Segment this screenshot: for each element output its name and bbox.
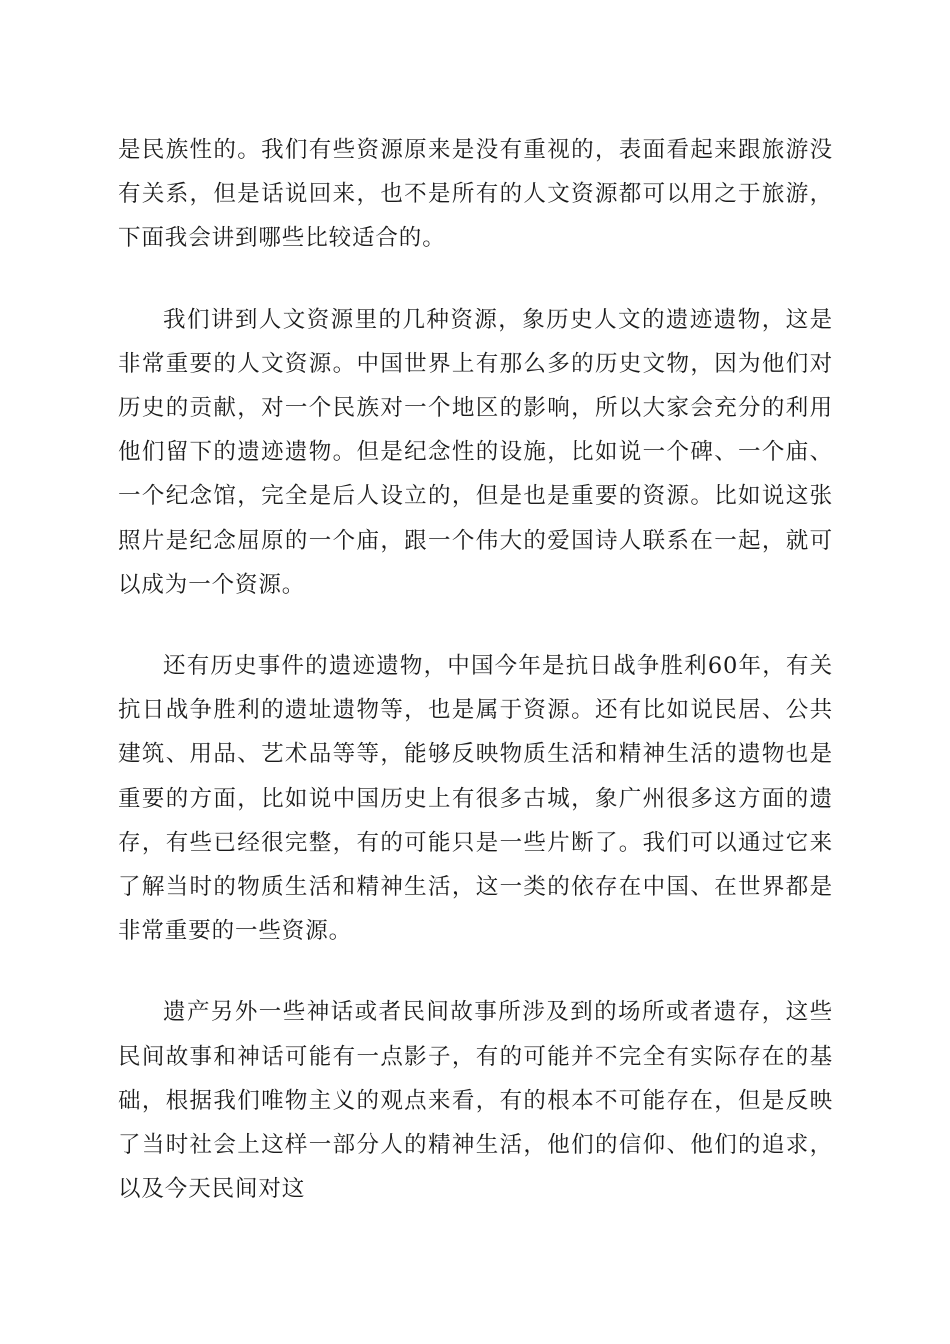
paragraph-3: 还有历史事件的遗迹遗物，中国今年是抗日战争胜利60年，有关抗日战争胜利的遗址遗物等，也是属于资源。还有比如说民居、公共建筑、用品、艺术品等等，能够反映物质生活和精神生活的遗物也是重要的方面，比如说中国历史上有很多古城，象广州很多这方面的遗存，有些已经很完整，有的可能只是一些片断了。我们可以通过它来了解当时的物质生活和精神生活，这一类的依存在中国、在世界都是非常重要的一些资源。 [118,653,833,945]
document-body [118,128,833,1248]
paragraph-1: 是民族性的。我们有些资源原来是没有重视的，表面看起来跟旅游没有关系，但是话说回来，也不是所有的人文资源都可以用之于旅游，下面我会讲到哪些比较适合的。 [118,137,833,252]
paragraph-2: 我们讲到人文资源里的几种资源，象历史人文的遗迹遗物，这是非常重要的人文资源。中国世界上有那么多的历史文物，因为他们对历史的贡献，对一个民族对一个地区的影响，所以大家会充分的利用他们留下的遗迹遗物。但是纪念性的设施，比如说一个碑、一个庙、一个纪念馆，完全是后人设立的，但是也是重要的资源。比如说这张照片是纪念屈原的一个庙，跟一个伟大的爱国诗人联系在一起，就可以成为一个资源。 [118,306,833,598]
paragraph-4: 遗产另外一些神话或者民间故事所涉及到的场所或者遗存，这些民间故事和神话可能有一点影子，有的可能并不完全有实际存在的基础，根据我们唯物主义的观点来看，有的根本不可能存在，但是反映了当时社会上这样一部分人的精神生活，他们的信仰、他们的追求，以及今天民间对这 [118,999,833,1203]
